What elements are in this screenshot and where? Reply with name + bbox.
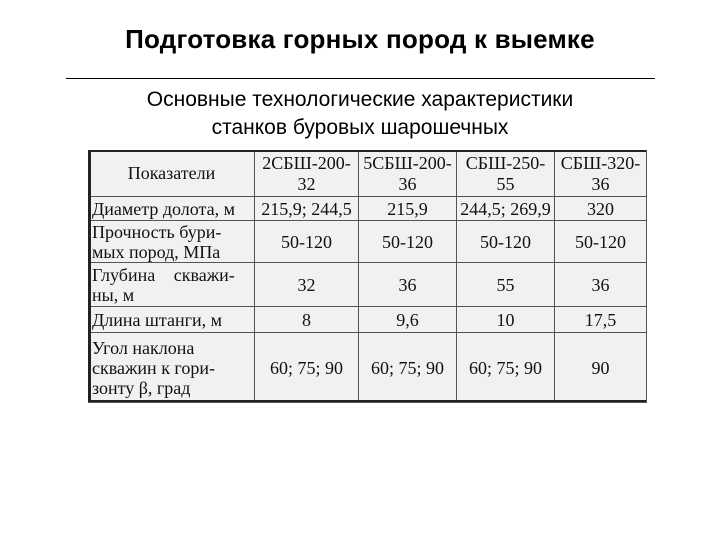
row-label: Диаметр долота, м: [89, 197, 255, 221]
table-cell: 55: [457, 263, 555, 307]
table-cell: 60; 75; 90: [359, 333, 457, 403]
header-cell-2sbsh-200-32: [255, 151, 359, 197]
header-cell-sbsh-250-55: [457, 151, 555, 197]
header-cell-sbsh-320-36: [555, 151, 647, 197]
table-frame-left: [88, 150, 91, 402]
subtitle-line-1: Основные технологические характеристики: [146, 88, 574, 111]
table-row: [89, 221, 647, 263]
row-label-line: Прочность бури-: [92, 221, 222, 242]
table-cell: 10: [457, 307, 555, 333]
header-line: 36: [398, 173, 417, 194]
specs-table-container: [88, 150, 646, 402]
header-line: 36: [591, 173, 610, 194]
slide-title: Подготовка горных пород к выемке: [125, 24, 595, 54]
row-label-line: скважин к гори-: [92, 357, 215, 378]
table-frame-top: [88, 150, 646, 152]
table-cell: 50-120: [457, 221, 555, 263]
row-label: [89, 333, 255, 403]
table-row: [89, 333, 647, 403]
row-label: [89, 263, 255, 307]
table-cell: 215,9; 244,5: [255, 197, 359, 221]
header-line: СБШ-320-: [560, 152, 641, 173]
table-cell: 32: [255, 263, 359, 307]
header-line: 2СБШ-200-: [262, 152, 351, 173]
header-cell-indicators: Показатели: [89, 151, 255, 197]
table-cell: 60; 75; 90: [255, 333, 359, 403]
row-label-line: Угол наклона: [92, 337, 195, 358]
table-cell: 9,6: [359, 307, 457, 333]
row-label: Длина штанги, м: [89, 307, 255, 333]
table-cell: 50-120: [555, 221, 647, 263]
table-header-row: [89, 151, 647, 197]
table-cell: 60; 75; 90: [457, 333, 555, 403]
header-line: СБШ-250-: [465, 152, 546, 173]
table-cell: 90: [555, 333, 647, 403]
table-cell: 50-120: [255, 221, 359, 263]
header-line: 5СБШ-200-: [363, 152, 452, 173]
table-cell: 215,9: [359, 197, 457, 221]
subtitle-line-2: станков буровых шарошечных: [211, 116, 509, 139]
slide-subtitle: [80, 86, 640, 142]
table-frame-bottom: [88, 400, 646, 402]
table-cell: 8: [255, 307, 359, 333]
table-row: [89, 197, 647, 221]
header-line: 55: [496, 173, 515, 194]
row-label-line: Глубина скважи-: [92, 264, 235, 285]
table-cell: 36: [555, 263, 647, 307]
table-cell: 50-120: [359, 221, 457, 263]
table-cell: 320: [555, 197, 647, 221]
table-cell: 244,5; 269,9: [457, 197, 555, 221]
row-label: [89, 221, 255, 263]
row-label-line: мых пород, МПа: [92, 241, 221, 262]
title-divider: [66, 78, 655, 79]
drill-specs-table: [88, 150, 647, 403]
table-row: [89, 307, 647, 333]
header-line: 32: [297, 173, 316, 194]
row-label-line: зонту β, град: [92, 377, 191, 398]
row-label-line: ны, м: [92, 284, 135, 305]
table-row: [89, 263, 647, 307]
table-cell: 36: [359, 263, 457, 307]
table-cell: 17,5: [555, 307, 647, 333]
header-cell-5sbsh-200-36: [359, 151, 457, 197]
